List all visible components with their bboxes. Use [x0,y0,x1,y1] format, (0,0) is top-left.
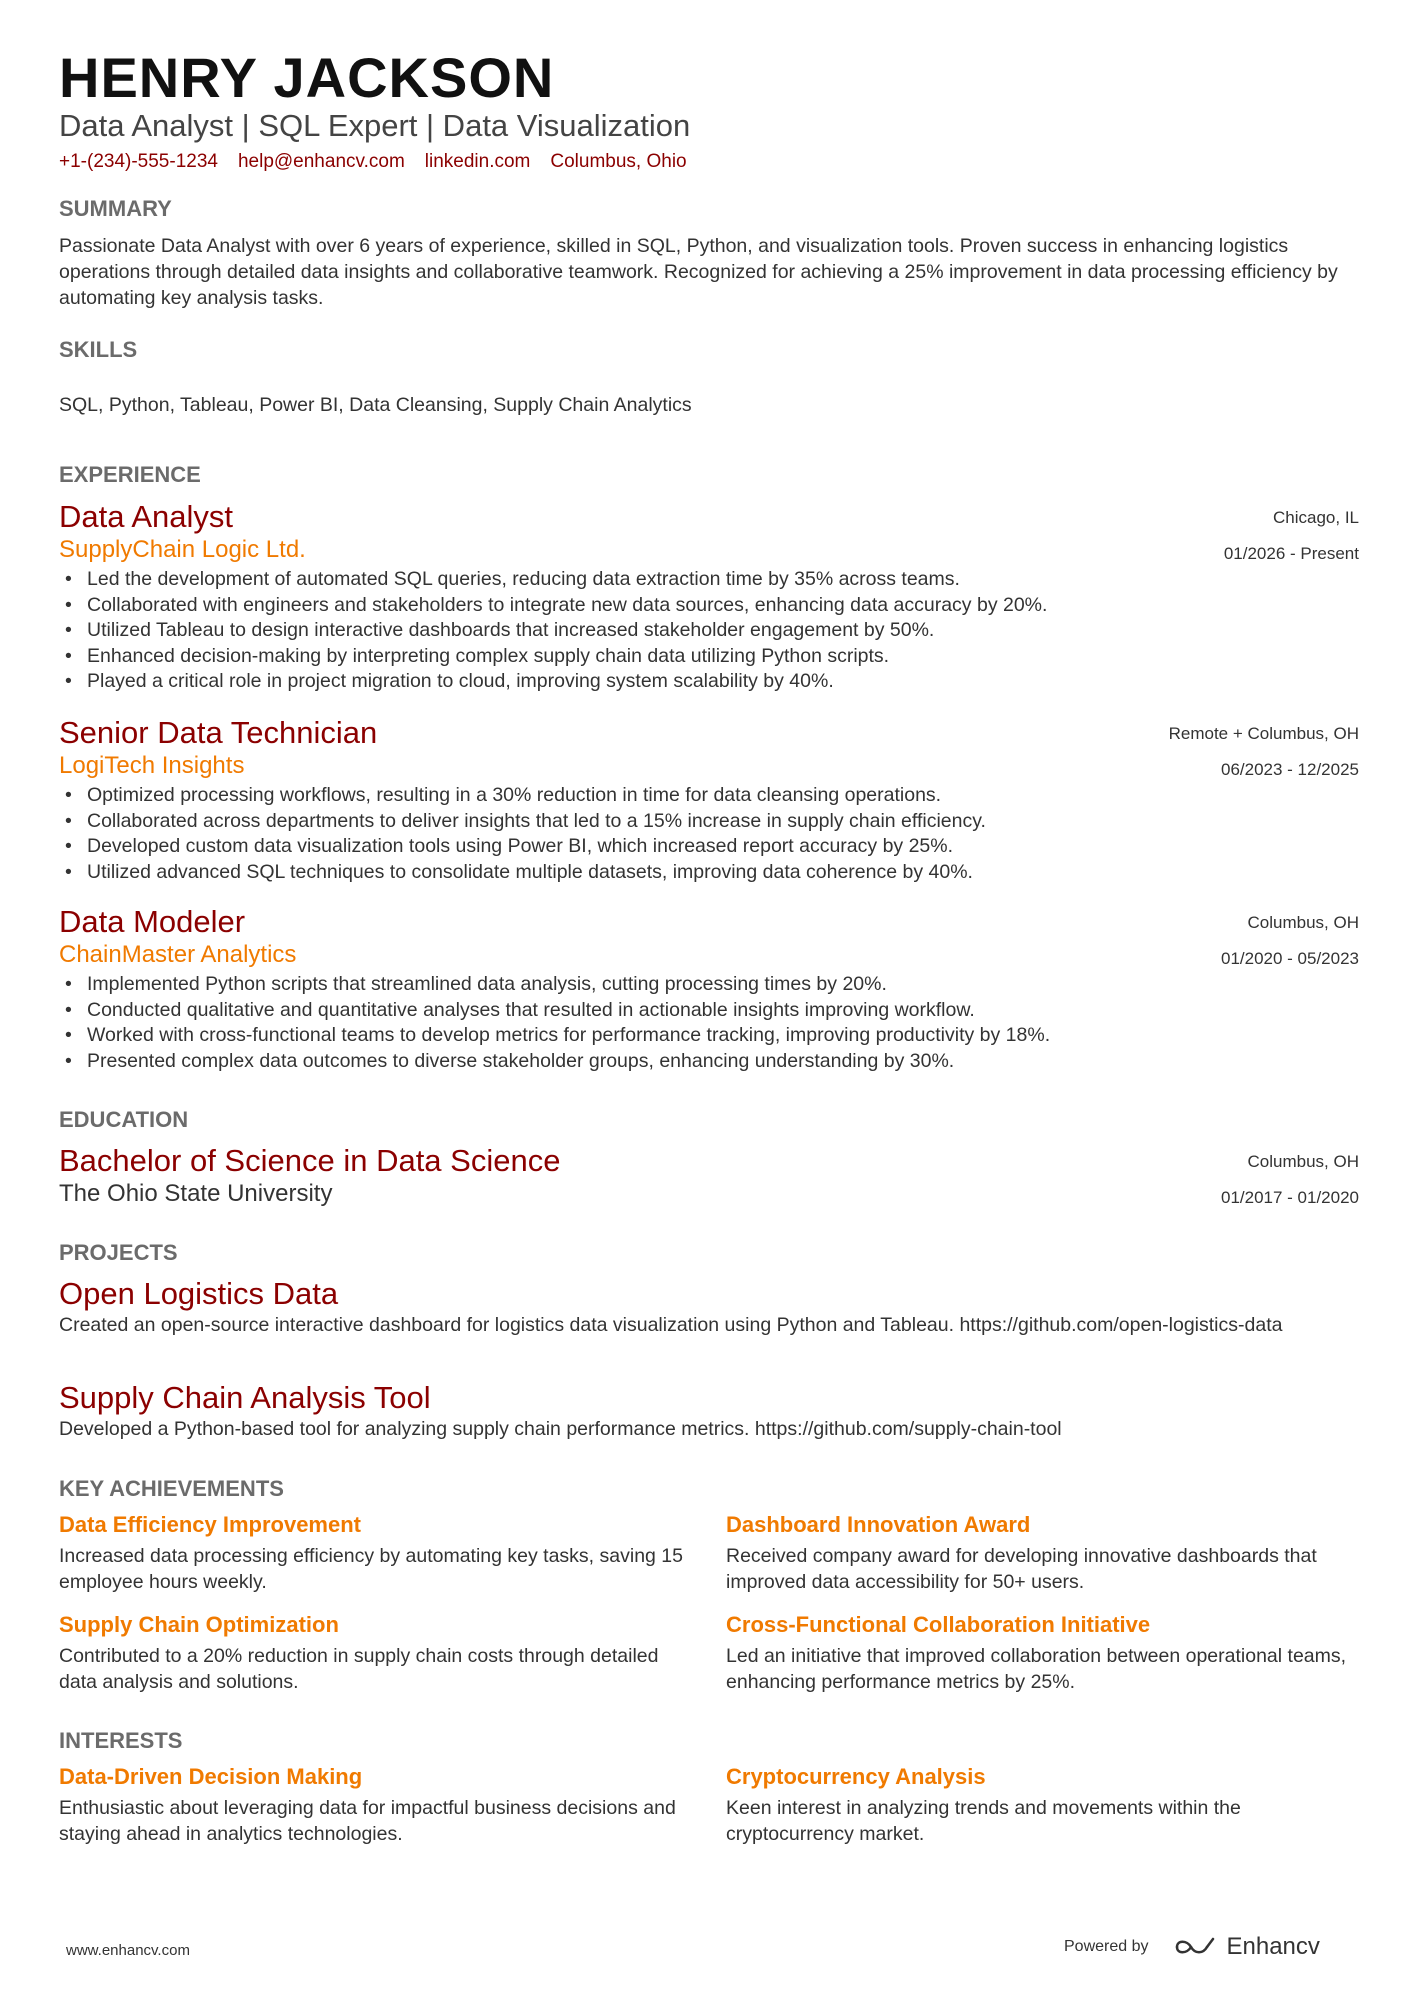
project-name: Open Logistics Data [59,1276,339,1311]
job-company: ChainMaster Analytics [59,941,297,968]
experience-title: EXPERIENCE [59,462,201,487]
education-entry [59,1143,1359,1209]
summary-title: SUMMARY [59,196,172,221]
job-role: Data Analyst [59,499,234,534]
skills-text: SQL, Python, Tableau, Power BI, Data Cleansing, Supply Chain Analytics [59,394,692,416]
achievement-desc: Contributed to a 20% reduction in supply chain costs through detailed data analysis and solutions. [59,1645,659,1693]
projects-title: PROJECTS [59,1240,178,1265]
achievement-title: Data Efficiency Improvement [59,1512,361,1537]
footer-website[interactable]: www.enhancv.com [66,1942,190,1959]
enhancv-logo[interactable] [1173,1933,1320,1961]
job-location: Columbus, OH [1247,913,1359,932]
job-role: Data Modeler [59,904,246,939]
contact-location: Columbus, Ohio [550,151,687,172]
job-bullets [59,783,1359,885]
achievement-desc: Received company award for developing innovative dashboards that improved data accessibility for 50+ users. [726,1545,1317,1593]
experience-entry [59,904,1359,1074]
education-location: Columbus, OH [1247,1152,1359,1171]
education-title: EDUCATION [59,1107,189,1132]
job-dates: 06/2023 - 12/2025 [1220,760,1359,779]
job-bullet: • Conducted qualitative and quantitative analyses that resulted in actionable insights improving workflow. [59,998,1359,1024]
achievement-item [59,1611,689,1695]
project-entry [59,1276,1359,1338]
achievement-desc: Increased data processing efficiency by automating key tasks, saving 15 employee hours weekly. [59,1545,683,1593]
job-bullet: • Utilized Tableau to design interactive dashboards that increased stakeholder engagement by 50%. [59,618,1359,644]
brand-name: Enhancv [1226,1933,1320,1960]
interests-title: INTERESTS [59,1728,183,1753]
achievement-title: Cross-Functional Collaboration Initiative [726,1612,1151,1637]
achievements-title: KEY ACHIEVEMENTS [59,1476,284,1501]
skills-title: SKILLS [59,337,138,362]
interest-title: Cryptocurrency Analysis [726,1764,986,1789]
job-dates: 01/2020 - 05/2023 [1220,949,1359,968]
footer-branding [1064,1933,1320,1961]
enhancv-logo-icon [1173,1935,1219,1959]
job-bullet: • Optimized processing workflows, resulting in a 30% reduction in time for data cleansing operations. [59,783,1359,809]
achievement-desc: Led an initiative that improved collaboration between operational teams, enhancing performance metrics by 25%. [726,1645,1347,1693]
contact-row [59,150,687,174]
achievement-item [726,1511,1356,1595]
job-location: Remote + Columbus, OH [1168,724,1359,743]
job-company: SupplyChain Logic Ltd. [59,536,306,563]
project-desc: Developed a Python-based tool for analyzing supply chain performance metrics. https://github.com/supply-chain-tool [59,1418,1062,1440]
achievement-title: Supply Chain Optimization [59,1612,339,1637]
experience-entry [59,715,1359,885]
job-bullet: • Collaborated across departments to deliver insights that led to a 15% increase in supply chain efficiency. [59,809,1359,835]
interest-title: Data-Driven Decision Making [59,1764,363,1789]
job-bullet: • Collaborated with engineers and stakeholders to integrate new data sources, enhancing data accuracy by 20%. [59,593,1359,619]
interest-desc: Keen interest in analyzing trends and movements within the cryptocurrency market. [726,1797,1241,1845]
job-role: Senior Data Technician [59,715,378,750]
contact-email[interactable]: help@enhancv.com [237,151,405,172]
achievement-item [59,1511,689,1595]
job-bullets [59,972,1359,1074]
education-school: The Ohio State University [59,1180,333,1207]
job-bullet: • Worked with cross-functional teams to develop metrics for performance tracking, improving productivity by 18%. [59,1023,1359,1049]
achievement-item [726,1611,1356,1695]
interest-item [59,1763,689,1847]
headline: Data Analyst | SQL Expert | Data Visualization [59,108,691,143]
job-bullets [59,567,1359,695]
interest-item [726,1763,1356,1847]
job-bullet: • Played a critical role in project migration to cloud, improving system scalability by 40%. [59,669,1359,695]
job-bullet: • Implemented Python scripts that streamlined data analysis, cutting processing times by 20%. [59,972,1359,998]
project-desc: Created an open-source interactive dashboard for logistics data visualization using Python and Tableau. https://github.com/open-logistics-data [59,1314,1283,1336]
experience-entry [59,499,1359,695]
interest-desc: Enthusiastic about leveraging data for impactful business decisions and staying ahead in analytics technologies. [59,1797,676,1845]
job-dates: 01/2026 - Present [1223,544,1359,563]
job-bullet: • Led the development of automated SQL queries, reducing data extraction time by 35% across teams. [59,567,1359,593]
project-name: Supply Chain Analysis Tool [59,1380,431,1415]
education-degree: Bachelor of Science in Data Science [59,1143,561,1178]
job-bullet: • Utilized advanced SQL techniques to consolidate multiple datasets, improving data coherence by 40%. [59,860,1359,886]
achievement-title: Dashboard Innovation Award [726,1512,1031,1537]
job-location: Chicago, IL [1273,508,1359,527]
job-company: LogiTech Insights [59,752,245,779]
powered-by-label: Powered by [1064,1938,1149,1955]
project-entry [59,1380,1359,1442]
job-bullet: • Developed custom data visualization tools using Power BI, which increased report accuracy by 25%. [59,834,1359,860]
contact-linkedin[interactable]: linkedin.com [424,151,531,172]
job-bullet: • Enhanced decision-making by interpreting complex supply chain data utilizing Python scripts. [59,644,1359,670]
education-dates: 01/2017 - 01/2020 [1220,1188,1359,1207]
contact-phone[interactable]: +1-(234)-555-1234 [59,151,218,172]
summary-text: Passionate Data Analyst with over 6 years of experience, skilled in SQL, Python, and visualization tools. Proven success in enhancing logistics operations through detailed data insights and collaborative teamwork. Recognized for achieving a 25% improvement in data processing efficiency by automating key analysis tasks. [59,235,1338,309]
candidate-name: HENRY JACKSON [59,46,555,109]
job-bullet: • Presented complex data outcomes to diverse stakeholder groups, enhancing understanding by 30%. [59,1049,1359,1075]
